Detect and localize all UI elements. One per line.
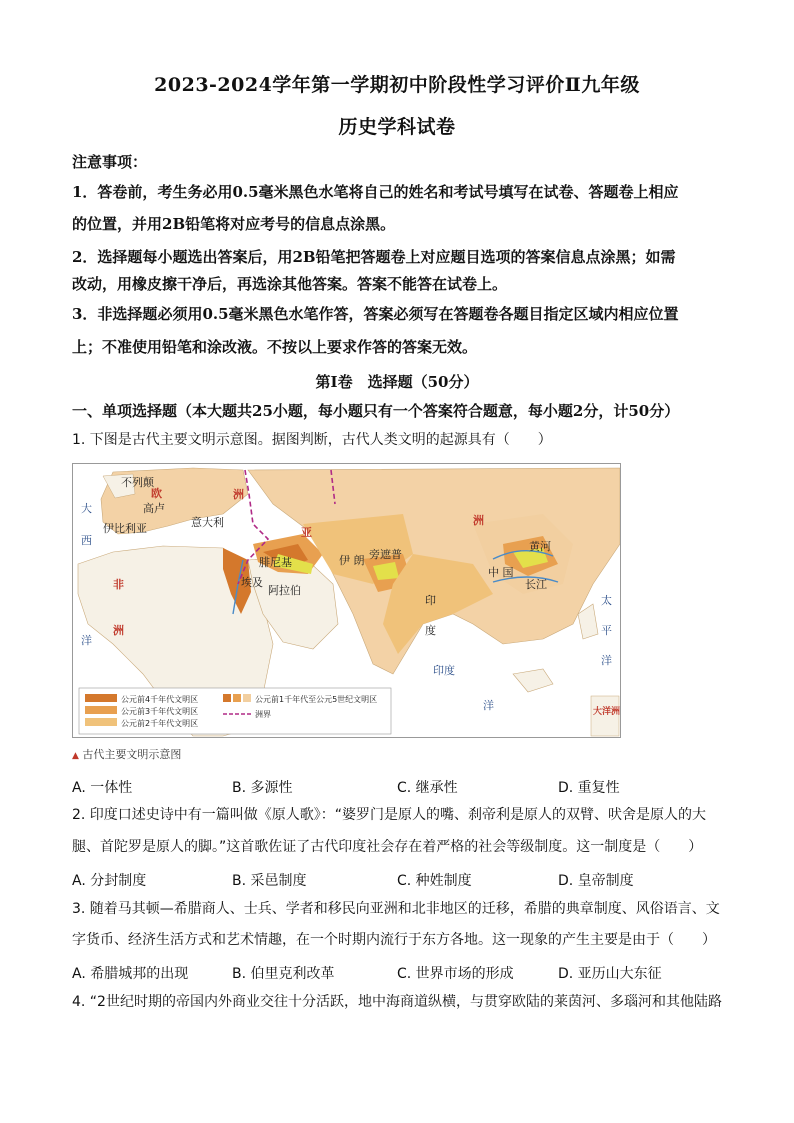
map-caption-text: 古代主要文明示意图 [82,748,182,761]
label-europe: 欧 [151,487,162,500]
q3-option-d: D. 亚历山大东征 [558,966,662,982]
map-caption [72,746,181,762]
legend-swatch-c1a [223,694,231,702]
legend-swatch-c4 [85,694,117,702]
q1-option-b: B. 多源性 [232,780,293,796]
label-asia: 亚 [301,526,312,539]
q2-option-c: C. 种姓制度 [397,873,472,889]
q3-option-a: A. 希腊城邦的出现 [72,966,189,982]
label-africa-zhou: 洲 [113,624,124,637]
exam-subtitle: 历史学科试卷 [338,116,456,138]
label-arabia: 阿拉伯 [268,584,301,597]
q2-option-b: B. 采邑制度 [232,873,307,889]
label-india-yin: 印 [425,594,436,607]
note-1-line-2: 的位置，并用2B铅笔将对应考号的信息点涂黑。 [72,215,396,233]
map-graphic [73,464,620,737]
legend-swatch-c1c [243,694,251,702]
legend-label-boundary: 洲界 [255,710,271,719]
label-britain: 不列颠 [121,476,154,489]
part-title: 第Ⅰ卷 选择题（50分） [315,373,479,391]
note-2-line-1: 2．选择题每小题选出答案后，用2B铅笔把答题卷上对应题目选项的答案信息点涂黑；如需 [72,248,676,266]
q1-option-c: C. 继承性 [397,780,458,796]
label-atlantic-yang: 洋 [81,634,92,647]
label-oceania: 大洋洲 [593,707,620,717]
label-phoenicia: 腓尼基 [259,556,292,569]
label-pacific-tai: 太 [601,594,612,607]
label-atlantic-da: 大 [81,502,92,515]
label-africa: 非 [113,578,124,591]
legend-label-c2: 公元前2千年代文明区 [121,719,199,728]
label-asia-zhou: 洲 [473,514,484,527]
label-egypt: 埃及 [241,576,263,589]
label-gaul: 高卢 [143,502,165,515]
q3-option-b: B. 伯里克利改革 [232,966,335,982]
q2-option-a: A. 分封制度 [72,873,147,889]
label-europe-zhou: 洲 [233,488,244,501]
label-india-du: 度 [425,624,436,637]
question-2-stem-line-1: 2. 印度口述史诗中有一篇叫做《原人歌》：“婆罗门是原人的嘴、刹帝利是原人的双臂、吠舍是原人的大 [72,807,707,823]
civilization-map [72,463,621,738]
label-iberia: 伊比利亚 [103,522,147,535]
label-indian-ocean: 印度 [433,664,455,677]
exam-title: 2023-2024学年第一学期初中阶段性学习评价Ⅱ九年级 [154,74,640,96]
label-atlantic-xi: 西 [81,534,92,547]
q1-option-d: D. 重复性 [558,780,620,796]
note-3-line-1: 3．非选择题必须用0.5毫米黑色水笔作答，答案必须写在答题卷各题目指定区域内相应位置 [72,305,679,323]
question-3-stem-line-1: 3. 随着马其顿—希腊商人、士兵、学者和移民向亚洲和北非地区的迁移，希腊的典章制度、风俗语言、文 [72,901,720,917]
notes-heading: 注意事项： [72,153,148,171]
label-huanghe: 黄河 [529,540,551,553]
label-indian-ocean-yang: 洋 [483,699,494,712]
label-pacific-ping: 平 [601,624,612,637]
map-legend [79,688,391,734]
question-1-stem: 1. 下图是古代主要文明示意图。据图判断，古代人类文明的起源具有（ ） [72,432,552,448]
question-4-stem-line-1: 4. “2世纪时期的帝国内外商业交往十分活跃，地中海商道纵横，与贯穿欧陆的莱茵河、多瑙河和其他陆路 [72,994,722,1010]
label-punjab: 旁遮普 [369,548,402,561]
legend-label-c3: 公元前3千年代文明区 [121,707,199,716]
label-italy: 意大利 [191,516,224,529]
legend-swatch-c1b [233,694,241,702]
legend-label-c1: 公元前1千年代至公元5世纪文明区 [255,695,378,704]
legend-swatch-c3 [85,706,117,714]
label-changjiang: 长江 [525,578,547,591]
question-2-stem-line-2: 腿、首陀罗是原人的脚。”这首歌佐证了古代印度社会存在着严格的社会等级制度。这一制度是（ ） [72,839,703,855]
q2-option-d: D. 皇帝制度 [558,873,634,889]
section-heading: 一、单项选择题（本大题共25小题，每小题只有一个答案符合题意，每小题2分，计50分） [72,402,680,420]
q1-option-a: A. 一体性 [72,780,133,796]
label-pacific-yang: 洋 [601,654,612,667]
caption-triangle-icon: ▲ [72,751,79,761]
q3-option-c: C. 世界市场的形成 [397,966,514,982]
note-1-line-1: 1．答卷前，考生务必用0.5毫米黑色水笔将自己的姓名和考试号填写在试卷、答题卷上相应 [72,183,679,201]
label-iran: 伊 朗 [339,554,365,567]
note-3-line-2: 上；不准使用铅笔和涂改液。不按以上要求作答的答案无效。 [72,338,478,356]
note-2-line-2: 改动，用橡皮擦干净后，再选涂其他答案。答案不能答在试卷上。 [72,275,508,293]
legend-label-c4: 公元前4千年代文明区 [121,695,199,704]
label-china: 中 国 [488,566,514,579]
legend-swatch-c2 [85,718,117,726]
question-3-stem-line-2: 字货币、经济生活方式和艺术情趣，在一个时期内流行于东方各地。这一现象的产生主要是由于（ ） [72,932,716,948]
